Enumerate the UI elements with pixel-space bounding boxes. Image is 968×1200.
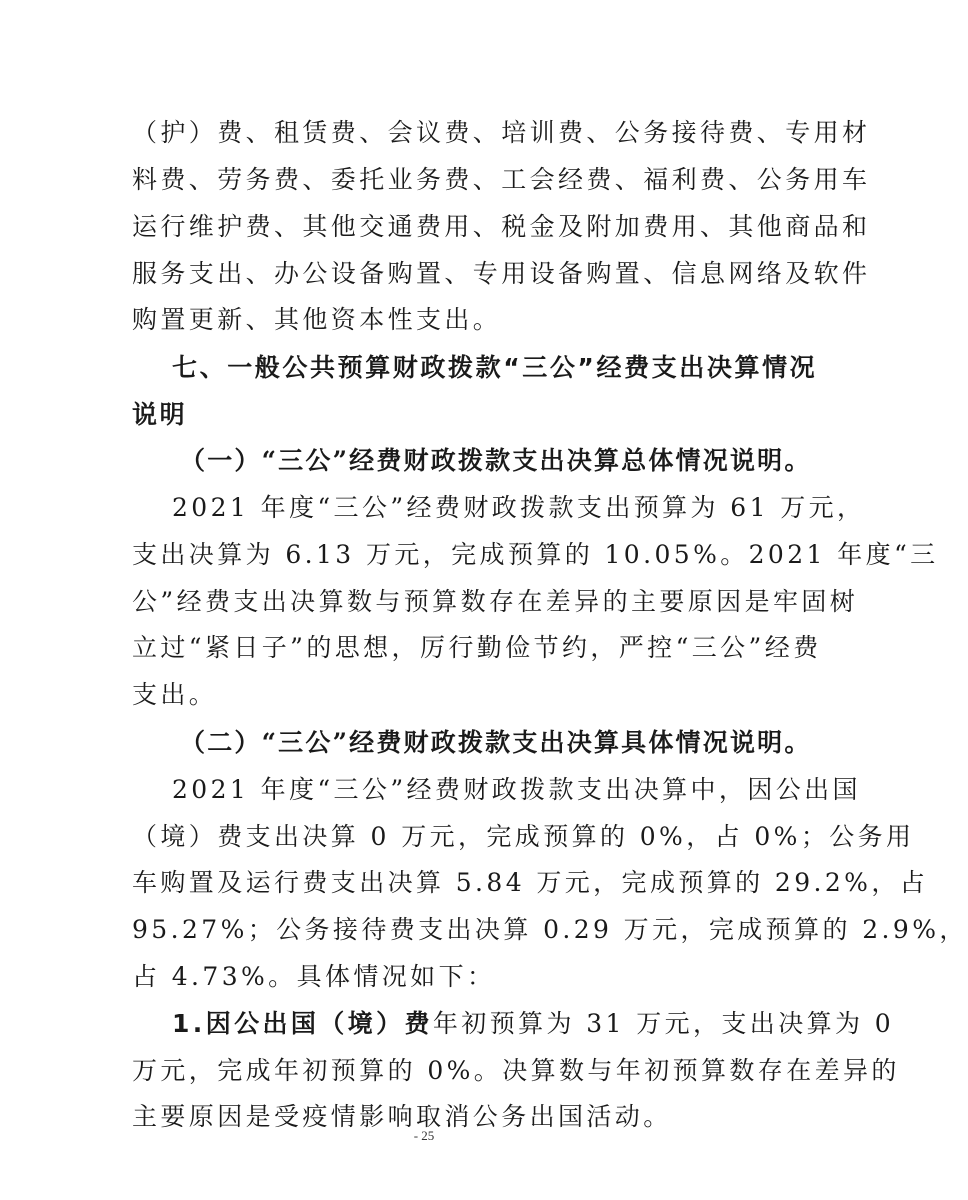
item-title: 1.因公出国（境）费	[172, 1009, 433, 1038]
page-number: - 25	[413, 1128, 435, 1143]
subsection-heading: （二）“三公”经费财政拨款支出决算具体情况说明。	[180, 728, 812, 757]
paragraph-line: 2021 年度“三公”经费财政拨款支出决算中，因公出国	[172, 775, 861, 804]
numbered-item	[172, 1009, 895, 1039]
paragraph-line: 服务支出、办公设备购置、专用设备购置、信息网络及软件	[132, 259, 871, 288]
paragraph-line: 车购置及运行费支出决算 5.84 万元，完成预算的 29.2%，占	[132, 868, 929, 897]
paragraph-line: 主要原因是受疫情影响取消公务出国活动。	[132, 1102, 672, 1131]
paragraph-line: 立过“紧日子”的思想，厉行勤俭节约，严控“三公”经费	[132, 633, 822, 662]
paragraph-line: （护）费、租赁费、会议费、培训费、公务接待费、专用材	[132, 118, 871, 147]
paragraph-line: 公”经费支出决算数与预算数存在差异的主要原因是牢固树	[132, 587, 859, 616]
paragraph-line: 支出。	[132, 680, 218, 709]
paragraph-line: 万元，完成年初预算的 0%。决算数与年初预算数存在差异的	[132, 1056, 900, 1085]
item-text: 年初预算为 31 万元，支出决算为 0	[432, 1009, 895, 1038]
paragraph-line: 运行维护费、其他交通费用、税金及附加费用、其他商品和	[132, 212, 871, 241]
section-heading-continued: 说明	[132, 400, 188, 429]
paragraph-line: 2021 年度“三公”经费财政拨款支出预算为 61 万元，	[172, 493, 866, 522]
paragraph-line: 购置更新、其他资本性支出。	[132, 305, 502, 334]
subsection-heading: （一）“三公”经费财政拨款支出决算总体情况说明。	[180, 446, 812, 475]
paragraph-line: 占 4.73%。具体情况如下：	[132, 962, 496, 991]
paragraph-line: 料费、劳务费、委托业务费、工会经费、福利费、公务用车	[132, 165, 871, 194]
section-heading: 七、一般公共预算财政拨款“三公”经费支出决算情况	[172, 353, 818, 382]
paragraph-line: 95.27%；公务接待费支出决算 0.29 万元，完成预算的 2.9%，	[132, 915, 968, 944]
paragraph-line: （境）费支出决算 0 万元，完成预算的 0%，占 0%；公务用	[132, 822, 915, 851]
paragraph-line: 支出决算为 6.13 万元，完成预算的 10.05%。2021 年度“三	[132, 540, 939, 569]
